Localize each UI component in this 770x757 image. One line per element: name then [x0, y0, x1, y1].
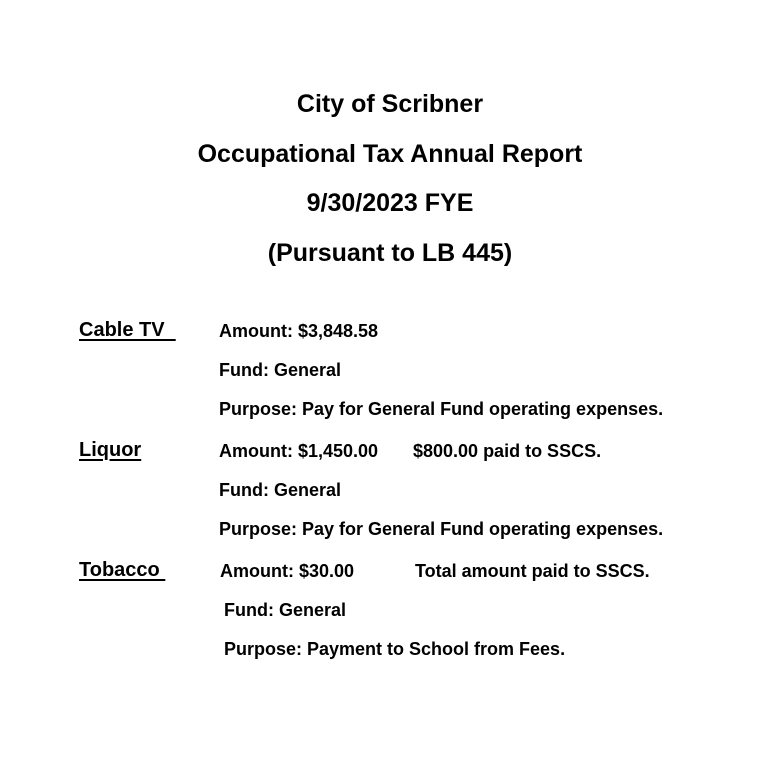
- section-label: Cable TV: [79, 319, 176, 341]
- purpose-text: Purpose: Pay for General Fund operating expenses.: [219, 399, 664, 419]
- purpose-text: Purpose: Pay for General Fund operating expenses.: [219, 519, 664, 539]
- fiscal-year: 9/30/2023 FYE: [306, 189, 474, 217]
- fund-text: Fund: General: [219, 480, 342, 500]
- purpose-text: Purpose: Payment to School from Fees.: [224, 639, 566, 659]
- amount-text: Amount: $1,450.00: [219, 441, 379, 461]
- payment-note: Total amount paid to SSCS.: [415, 561, 650, 581]
- city-name: City of Scribner: [296, 90, 484, 118]
- legal-reference: (Pursuant to LB 445): [267, 238, 513, 267]
- amount-text: Amount: $30.00: [220, 561, 355, 581]
- section-label: Tobacco: [79, 559, 166, 581]
- amount-text: Amount: $3,848.58: [219, 321, 379, 341]
- fund-text: Fund: General: [219, 360, 342, 380]
- fund-text: Fund: General: [224, 600, 347, 620]
- section-label: Liquor: [79, 439, 142, 461]
- report-title: Occupational Tax Annual Report: [197, 139, 583, 168]
- payment-note: $800.00 paid to SSCS.: [413, 441, 602, 461]
- report-header: [0, 80, 770, 278]
